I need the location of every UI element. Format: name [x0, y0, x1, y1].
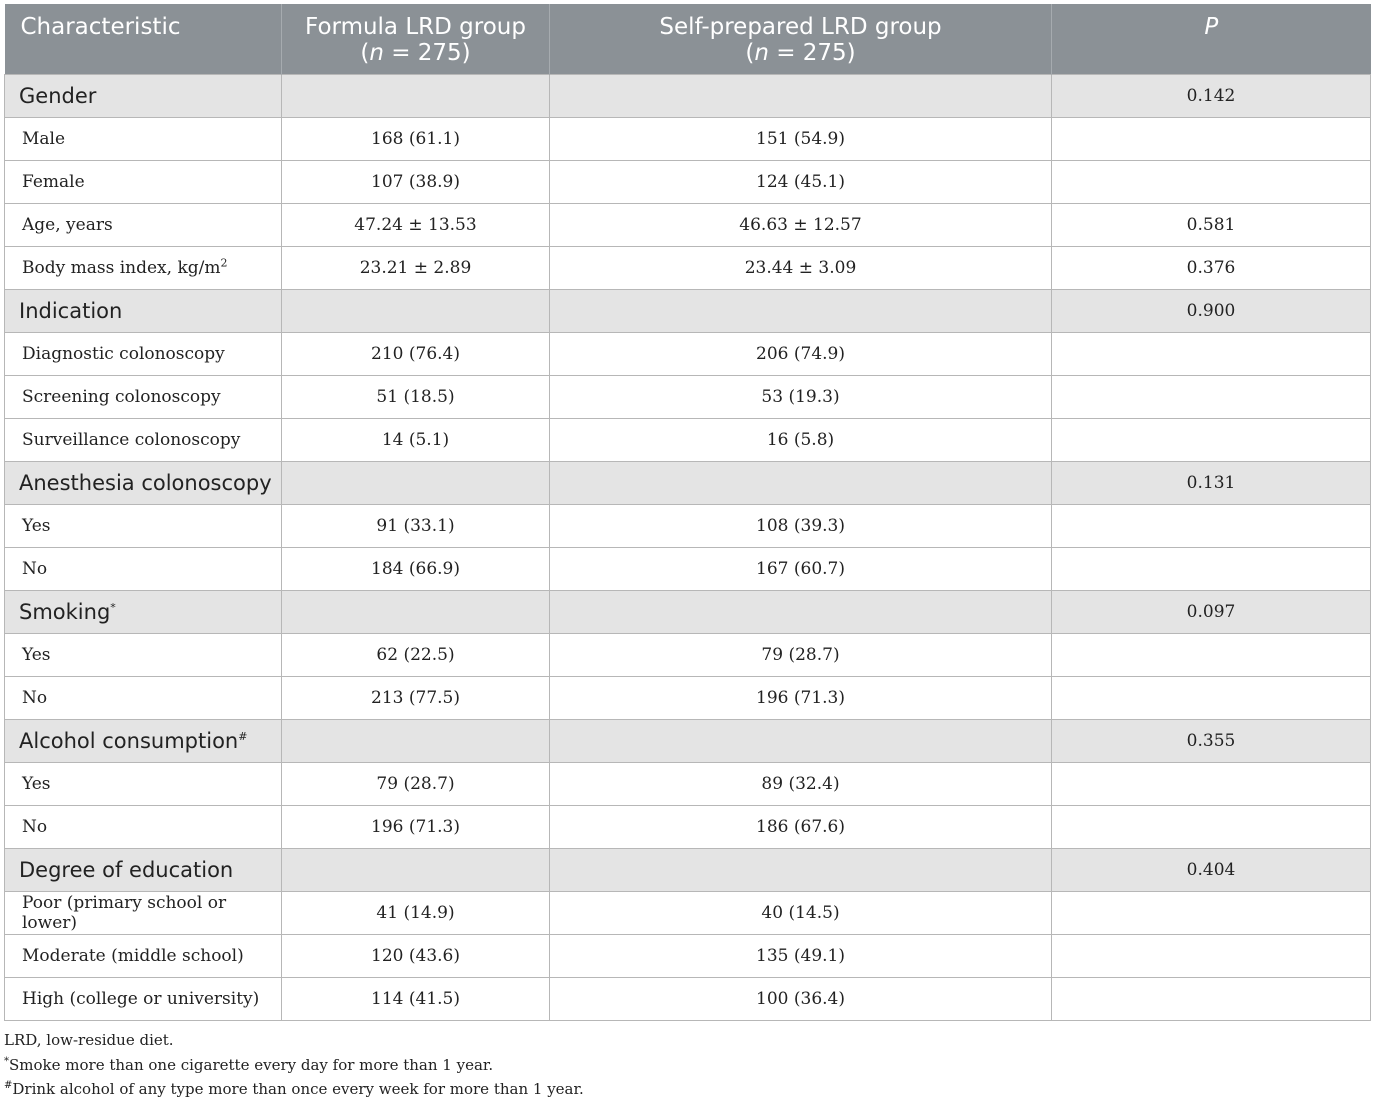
table-row [5, 891, 1371, 934]
p-value-cell [1052, 332, 1371, 375]
row-label: No [5, 547, 282, 590]
self-prepared-cell: 196 (71.3) [550, 676, 1052, 719]
table-row [5, 375, 1371, 418]
row-label: Yes [5, 504, 282, 547]
section-row [5, 74, 1371, 117]
p-value-cell: 0.581 [1052, 203, 1371, 246]
formula-cell: 62 (22.5) [282, 633, 550, 676]
row-label: Yes [5, 762, 282, 805]
p-value-cell [1052, 633, 1371, 676]
formula-cell [282, 719, 550, 762]
section-label: Gender [5, 74, 282, 117]
p-value-cell [1052, 117, 1371, 160]
section-label: Alcohol consumption# [5, 719, 282, 762]
self-prepared-cell: 167 (60.7) [550, 547, 1052, 590]
table-row [5, 160, 1371, 203]
row-label: No [5, 676, 282, 719]
self-prepared-cell: 79 (28.7) [550, 633, 1052, 676]
p-value-cell: 0.376 [1052, 246, 1371, 289]
formula-cell: 51 (18.5) [282, 375, 550, 418]
p-value-cell [1052, 676, 1371, 719]
footnote: #Drink alcohol of any type more than once every week for more than 1 year. [4, 1080, 584, 1098]
table-row [5, 332, 1371, 375]
table-row [5, 934, 1371, 977]
p-value-cell: 0.355 [1052, 719, 1371, 762]
table-body [5, 74, 1371, 1020]
table-row [5, 246, 1371, 289]
table-row [5, 547, 1371, 590]
formula-cell: 41 (14.9) [282, 891, 550, 934]
formula-cell: 213 (77.5) [282, 676, 550, 719]
p-value-cell [1052, 547, 1371, 590]
row-label: Surveillance colonoscopy [5, 418, 282, 461]
formula-cell: 114 (41.5) [282, 977, 550, 1020]
p-value-cell: 0.097 [1052, 590, 1371, 633]
table-row [5, 203, 1371, 246]
p-value-cell [1052, 934, 1371, 977]
table-row [5, 762, 1371, 805]
header-self-prepared-group [550, 4, 1052, 74]
formula-cell: 23.21 ± 2.89 [282, 246, 550, 289]
section-row [5, 719, 1371, 762]
table-footnotes [4, 1028, 584, 1102]
p-value-cell [1052, 762, 1371, 805]
p-value-cell [1052, 418, 1371, 461]
self-prepared-cell: 151 (54.9) [550, 117, 1052, 160]
self-prepared-cell: 40 (14.5) [550, 891, 1052, 934]
table-row [5, 117, 1371, 160]
row-label: Female [5, 160, 282, 203]
row-label: Age, years [5, 203, 282, 246]
table-row [5, 977, 1371, 1020]
header-formula-group [282, 4, 550, 74]
p-value-cell [1052, 805, 1371, 848]
row-label: Screening colonoscopy [5, 375, 282, 418]
section-row [5, 848, 1371, 891]
header-characteristic: Characteristic [5, 4, 282, 74]
section-row [5, 461, 1371, 504]
p-value-cell [1052, 504, 1371, 547]
self-prepared-cell: 100 (36.4) [550, 977, 1052, 1020]
section-row [5, 289, 1371, 332]
self-prepared-cell: 23.44 ± 3.09 [550, 246, 1052, 289]
self-prepared-cell [550, 719, 1052, 762]
table-row [5, 633, 1371, 676]
self-prepared-cell: 16 (5.8) [550, 418, 1052, 461]
self-prepared-cell: 135 (49.1) [550, 934, 1052, 977]
formula-cell: 91 (33.1) [282, 504, 550, 547]
p-value-cell: 0.404 [1052, 848, 1371, 891]
self-prepared-cell: 46.63 ± 12.57 [550, 203, 1052, 246]
section-label: Degree of education [5, 848, 282, 891]
formula-cell [282, 74, 550, 117]
table-header-row [5, 4, 1371, 74]
p-value-cell [1052, 891, 1371, 934]
formula-cell [282, 289, 550, 332]
formula-cell: 168 (61.1) [282, 117, 550, 160]
section-label: Smoking* [5, 590, 282, 633]
row-label: Diagnostic colonoscopy [5, 332, 282, 375]
characteristics-table [4, 4, 1371, 1021]
header-self-n: (n = 275) [745, 40, 856, 66]
p-value-cell: 0.131 [1052, 461, 1371, 504]
formula-cell: 47.24 ± 13.53 [282, 203, 550, 246]
self-prepared-cell: 124 (45.1) [550, 160, 1052, 203]
header-p-value: P [1052, 4, 1371, 74]
table-row [5, 418, 1371, 461]
p-value-cell [1052, 977, 1371, 1020]
section-label: Anesthesia colonoscopy [5, 461, 282, 504]
table-row [5, 504, 1371, 547]
formula-cell: 210 (76.4) [282, 332, 550, 375]
row-label: No [5, 805, 282, 848]
formula-cell [282, 848, 550, 891]
p-value-cell: 0.142 [1052, 74, 1371, 117]
header-self-title: Self-prepared LRD group [659, 14, 942, 40]
table-row [5, 805, 1371, 848]
section-label: Indication [5, 289, 282, 332]
row-label: Body mass index, $kg/m^2$ [5, 246, 282, 289]
header-formula-title: Formula LRD group [305, 14, 526, 40]
row-label: Male [5, 117, 282, 160]
p-value-cell [1052, 375, 1371, 418]
formula-cell: 14 (5.1) [282, 418, 550, 461]
formula-cell [282, 461, 550, 504]
row-label: Poor (primary school or lower) [5, 891, 282, 934]
self-prepared-cell [550, 848, 1052, 891]
self-prepared-cell [550, 590, 1052, 633]
header-formula-n: (n = 275) [360, 40, 471, 66]
footnote: LRD, low-residue diet. [4, 1031, 174, 1049]
row-label: High (college or university) [5, 977, 282, 1020]
formula-cell: 120 (43.6) [282, 934, 550, 977]
p-value-cell [1052, 160, 1371, 203]
self-prepared-cell [550, 289, 1052, 332]
formula-cell: 107 (38.9) [282, 160, 550, 203]
p-value-cell: 0.900 [1052, 289, 1371, 332]
formula-cell [282, 590, 550, 633]
data-table-container [4, 4, 1370, 1021]
section-row [5, 590, 1371, 633]
formula-cell: 184 (66.9) [282, 547, 550, 590]
self-prepared-cell [550, 74, 1052, 117]
self-prepared-cell: 89 (32.4) [550, 762, 1052, 805]
formula-cell: 79 (28.7) [282, 762, 550, 805]
self-prepared-cell: 186 (67.6) [550, 805, 1052, 848]
formula-cell: 196 (71.3) [282, 805, 550, 848]
row-label: Moderate (middle school) [5, 934, 282, 977]
self-prepared-cell [550, 461, 1052, 504]
table-row [5, 676, 1371, 719]
row-label: Yes [5, 633, 282, 676]
self-prepared-cell: 206 (74.9) [550, 332, 1052, 375]
footnote: *Smoke more than one cigarette every day for more than 1 year. [4, 1055, 494, 1074]
self-prepared-cell: 53 (19.3) [550, 375, 1052, 418]
self-prepared-cell: 108 (39.3) [550, 504, 1052, 547]
